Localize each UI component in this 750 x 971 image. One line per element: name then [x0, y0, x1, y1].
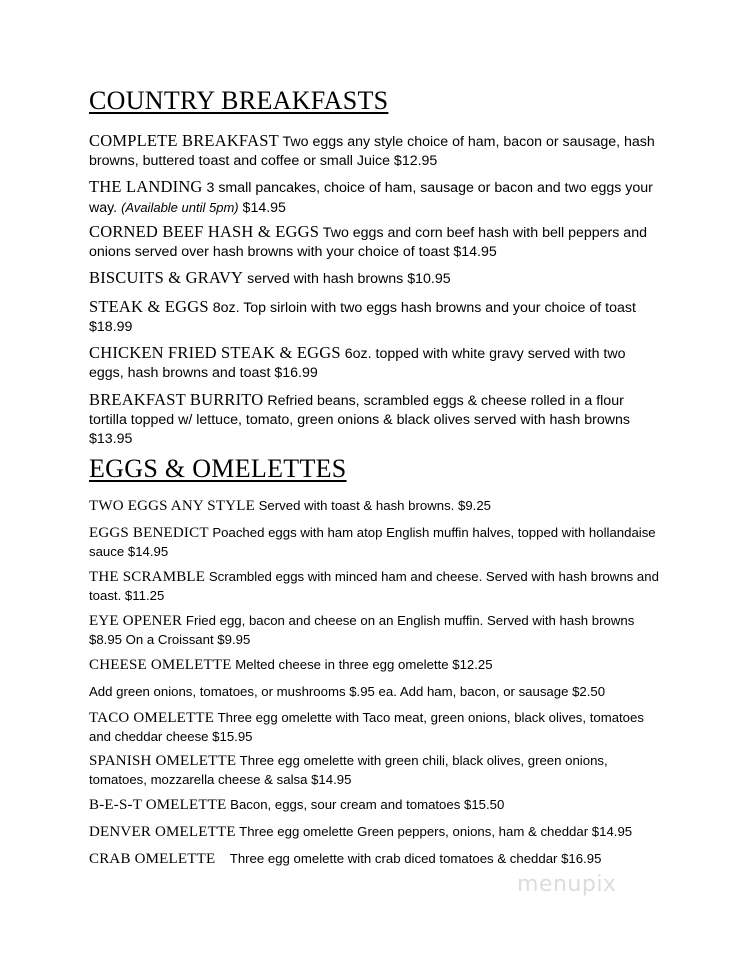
menu-item-crab-omelette: [89, 850, 664, 869]
menu-item-two-eggs: [89, 497, 664, 516]
item-desc: Bacon, eggs, sour cream and tomatoes $15.50: [226, 797, 505, 812]
menu-item-best-omelette: [89, 796, 664, 815]
item-desc: Fried egg, bacon and cheese on an English muffin. Served with hash browns $8.95 On a Croissant $9.95: [89, 613, 635, 647]
menu-item-add-ons: [89, 683, 664, 701]
item-desc: served with hash browns $10.95: [243, 271, 451, 287]
menu-item-taco-omelette: [89, 709, 664, 745]
menu-item-breakfast-burrito: [89, 390, 664, 449]
item-desc: 8oz. Top sirloin with two eggs hash browns and your choice of toast $18.99: [89, 300, 636, 335]
item-desc: Three egg omelette with crab diced tomatoes & cheddar $16.95: [215, 851, 602, 866]
menu-item-complete-breakfast: [89, 131, 664, 171]
item-desc: Two eggs any style choice of ham, bacon or sausage, hash browns, buttered toast and coffee or small Juice $12.95: [89, 134, 655, 169]
menu-item-the-scramble: [89, 568, 664, 604]
item-desc: Three egg omelette with Taco meat, green onions, black olives, tomatoes and cheddar cheese $15.95: [89, 710, 644, 744]
item-name: EGGS BENEDICT: [89, 525, 209, 541]
item-desc: Scrambled eggs with minced ham and cheese. Served with hash browns and toast. $11.25: [89, 569, 659, 603]
section-title-eggs-omelettes: EGGS & OMELETTES: [89, 454, 347, 483]
menu-item-the-landing: [89, 177, 664, 218]
item-desc: Poached eggs with ham atop English muffin halves, topped with hollandaise sauce $14.95: [89, 525, 656, 559]
menu-item-steak-eggs: [89, 297, 664, 337]
item-name: STEAK & EGGS: [89, 297, 209, 316]
menu-item-spanish-omelette: [89, 752, 664, 788]
item-desc: Served with toast & hash browns. $9.25: [254, 498, 491, 513]
item-name: THE SCRAMBLE: [89, 569, 206, 585]
item-name: BISCUITS & GRAVY: [89, 268, 244, 287]
item-desc: 6oz. topped with white gravy served with two eggs, hash browns and toast $16.99: [89, 346, 626, 381]
menu-item-denver-omelette: [89, 823, 664, 842]
item-desc: 3 small pancakes, choice of ham, sausage or bacon and two eggs your way.: [89, 180, 653, 216]
item-name: CRAB OMELETTE: [89, 851, 216, 867]
item-name: BREAKFAST BURRITO: [89, 390, 264, 409]
menu-item-eye-opener: [89, 612, 664, 648]
item-name: SPANISH OMELETTE: [89, 753, 237, 769]
item-desc: Three egg omelette Green peppers, onions, ham & cheddar $14.95: [235, 824, 633, 839]
menu-item-biscuits-gravy: [89, 268, 664, 289]
item-desc: Two eggs and corn beef hash with bell peppers and onions served over hash browns with your choice of toast $14.95: [89, 225, 647, 260]
item-name: THE LANDING: [89, 177, 203, 196]
item-name: EYE OPENER: [89, 613, 183, 629]
item-price: $14.95: [238, 200, 286, 216]
menu-item-corned-beef-hash: [89, 222, 664, 262]
item-name: CORNED BEEF HASH & EGGS: [89, 222, 320, 241]
item-desc: Add green onions, tomatoes, or mushrooms $.95 ea. Add ham, bacon, or sausage $2.50: [89, 684, 606, 699]
menupix-watermark: menupix: [517, 872, 617, 897]
item-desc: Three egg omelette with green chili, black olives, green onions, tomatoes, mozzarella cheese & salsa $14.95: [89, 753, 608, 787]
item-name: TWO EGGS ANY STYLE: [89, 498, 255, 514]
item-name: TACO OMELETTE: [89, 710, 215, 726]
menu-item-chicken-fried-steak: [89, 343, 664, 383]
item-note: (Available until 5pm): [121, 200, 239, 215]
item-name: CHICKEN FRIED STEAK & EGGS: [89, 343, 341, 362]
item-name: DENVER OMELETTE: [89, 824, 236, 840]
menu-item-cheese-omelette: [89, 656, 664, 675]
item-desc: Melted cheese in three egg omelette $12.25: [231, 657, 493, 672]
item-name: CHEESE OMELETTE: [89, 657, 232, 673]
menu-item-eggs-benedict: [89, 524, 664, 560]
item-name: COMPLETE BREAKFAST: [89, 131, 279, 150]
item-desc: Refried beans, scrambled eggs & cheese rolled in a flour tortilla topped w/ lettuce, tomato, green onions & black olives served with hash browns $13.95: [89, 393, 630, 447]
section-title-country-breakfasts: COUNTRY BREAKFASTS: [89, 86, 389, 115]
item-name: B-E-S-T OMELETTE: [89, 797, 227, 813]
